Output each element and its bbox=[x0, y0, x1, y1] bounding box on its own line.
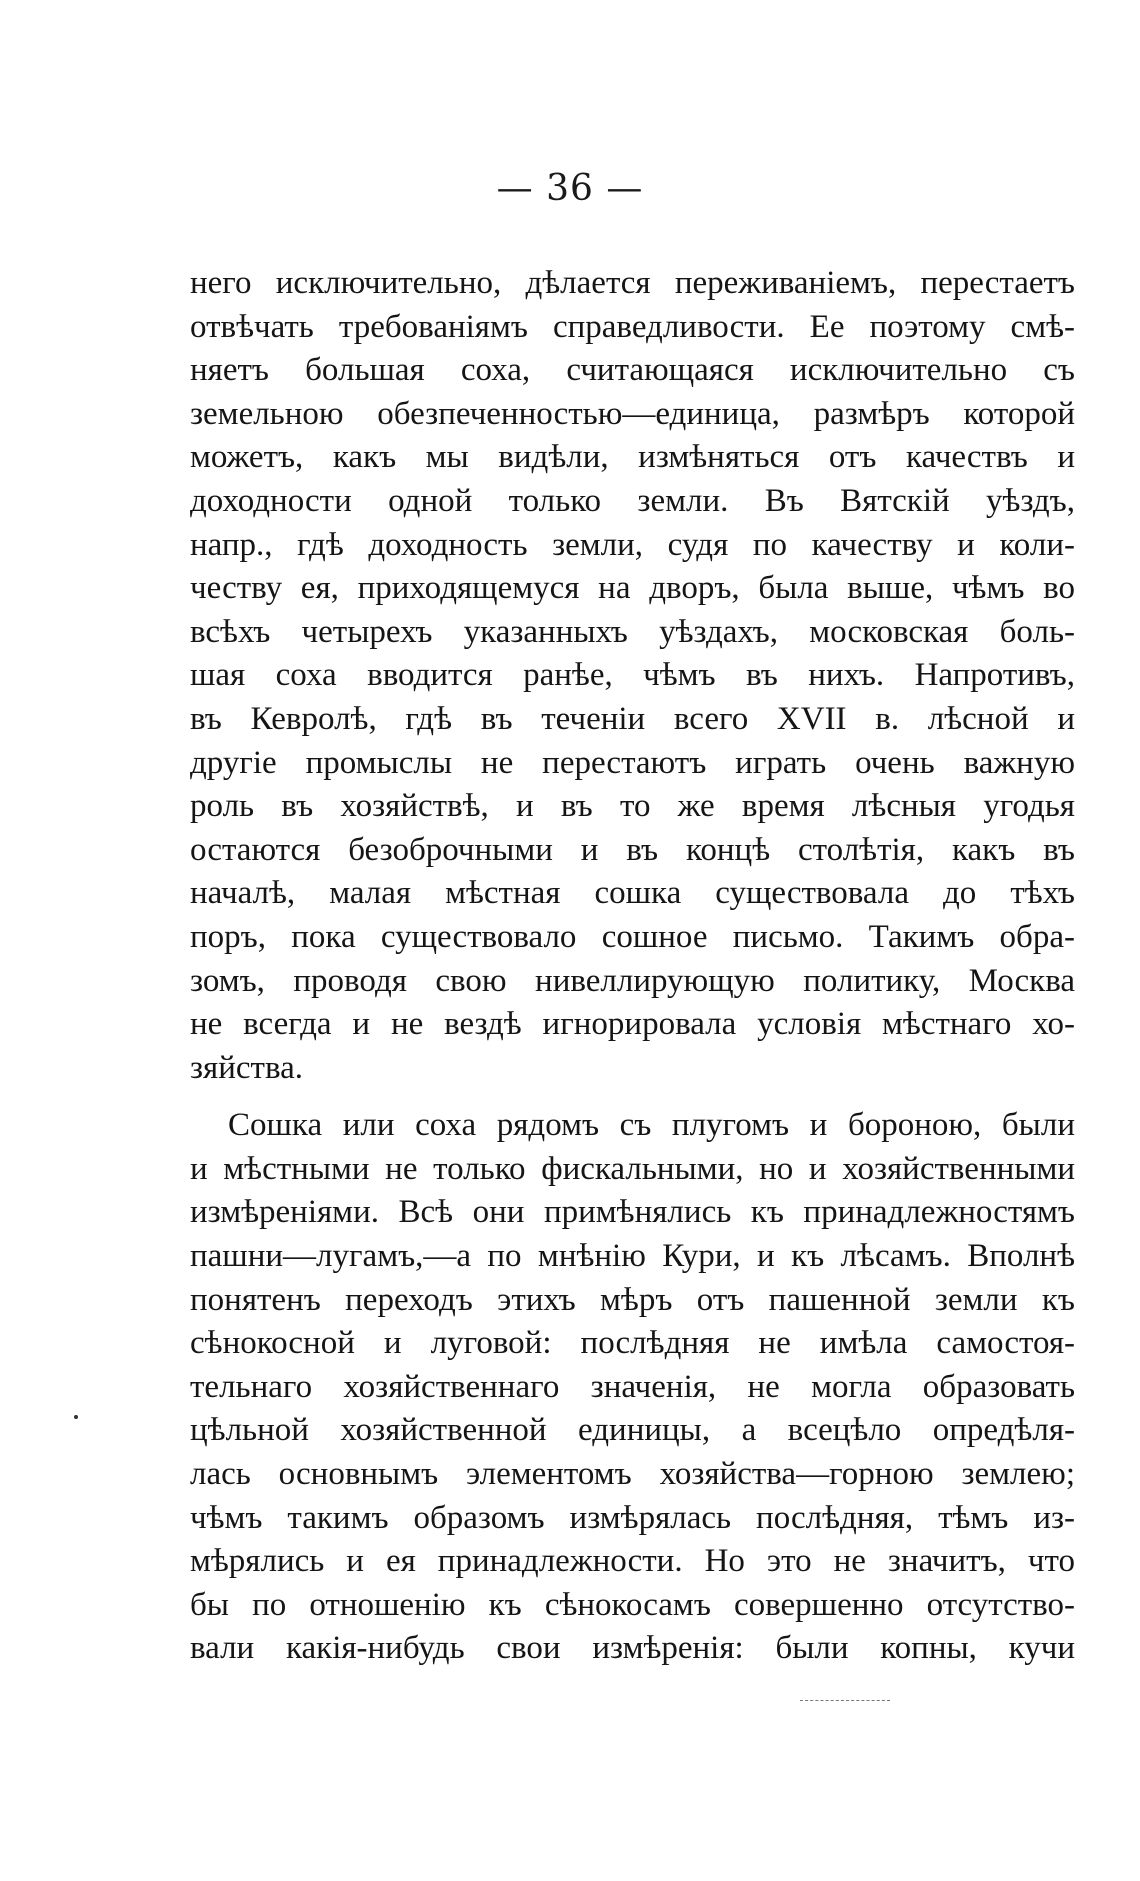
text-line: въ Кевролѣ, гдѣ въ теченіи всего XVII в. лѣсной и bbox=[190, 700, 1075, 737]
text-line: измѣреніями. Всѣ они примѣнялись къ принадлежностямъ bbox=[190, 1194, 1075, 1231]
paragraph-2 bbox=[190, 1104, 1075, 1671]
text-line: няетъ большая соха, считающаяся исключительно съ bbox=[190, 352, 1075, 389]
text-line: зяйства. bbox=[190, 1049, 303, 1086]
text-line: Сошка или соха рядомъ съ плугомъ и бороною, были bbox=[228, 1107, 1075, 1144]
text-line: можетъ, какъ мы видѣли, измѣняться отъ качествъ и bbox=[190, 439, 1075, 476]
text-line: зомъ, проводя свою нивеллирующую политику, Москва bbox=[190, 962, 1075, 999]
text-line: бы по отношенію къ сѣнокосамъ совершенно отсутство- bbox=[190, 1586, 1075, 1623]
text-line: напр., гдѣ доходность земли, судя по качеству и коли- bbox=[190, 526, 1075, 563]
text-line: не всегда и не вездѣ игнорировала условія мѣстнаго хо- bbox=[190, 1006, 1075, 1043]
page-number: — 36 — bbox=[496, 168, 644, 209]
text-line: вали какія-нибудь свои измѣренія: были копны, кучи bbox=[190, 1630, 1075, 1667]
text-line: лась основнымъ элементомъ хозяйства—горною землею; bbox=[190, 1456, 1075, 1493]
text-line: честву ея, приходящемуся на дворъ, была выше, чѣмъ во bbox=[190, 570, 1075, 607]
paragraph-spacer bbox=[190, 1090, 1075, 1104]
text-line: остаются безоброчными и въ концѣ столѣтія, какъ въ bbox=[190, 831, 1075, 868]
text-line: пашни—лугамъ,—а по мнѣнію Кури, и къ лѣсамъ. Вполнѣ bbox=[190, 1238, 1075, 1275]
text-line: него исключительно, дѣлается переживаніемъ, перестаетъ bbox=[190, 265, 1075, 301]
text-line: всѣхъ четырехъ указанныхъ уѣздахъ, московская боль- bbox=[190, 613, 1075, 650]
text-line: и мѣстными не только фискальными, но и хозяйственными bbox=[190, 1150, 1075, 1187]
text-line: отвѣчать требованіямъ справедливости. Ее поэтому смѣ- bbox=[190, 308, 1075, 345]
text-line: мѣрялись и ея принадлежности. Но это не значитъ, что bbox=[190, 1543, 1075, 1580]
text-line: другіе промыслы не перестаютъ играть очень важную bbox=[190, 744, 1075, 781]
text-line: поръ, пока существовало сошное письмо. Такимъ обра- bbox=[190, 918, 1075, 955]
text-line: понятенъ переходъ этихъ мѣръ отъ пашенной земли къ bbox=[190, 1281, 1075, 1318]
text-line: роль въ хозяйствѣ, и въ то же время лѣсныя угодья bbox=[190, 788, 1075, 825]
text-line: сѣнокосной и луговой: послѣдняя не имѣла самостоя- bbox=[190, 1325, 1075, 1362]
paragraph-1 bbox=[190, 262, 1075, 1090]
body-text bbox=[190, 262, 1075, 1671]
text-line: доходности одной только земли. Въ Вятскій уѣздъ, bbox=[190, 482, 1075, 519]
text-line: тельнаго хозяйственнаго значенія, не могла образовать bbox=[190, 1368, 1075, 1405]
print-underline-mark bbox=[800, 1700, 890, 1703]
text-line: началѣ, малая мѣстная сошка существовала до тѣхъ bbox=[190, 875, 1075, 912]
text-line: шая соха вводится ранѣе, чѣмъ въ нихъ. Напротивъ, bbox=[190, 657, 1075, 694]
text-line: чѣмъ такимъ образомъ измѣрялась послѣдняя, тѣмъ из- bbox=[190, 1499, 1075, 1536]
text-line: цѣльной хозяйственной единицы, а всецѣло опредѣля- bbox=[190, 1412, 1075, 1449]
margin-speck bbox=[74, 1415, 78, 1419]
text-line: земельною обезпеченностью—единица, размѣръ которой bbox=[190, 395, 1075, 432]
